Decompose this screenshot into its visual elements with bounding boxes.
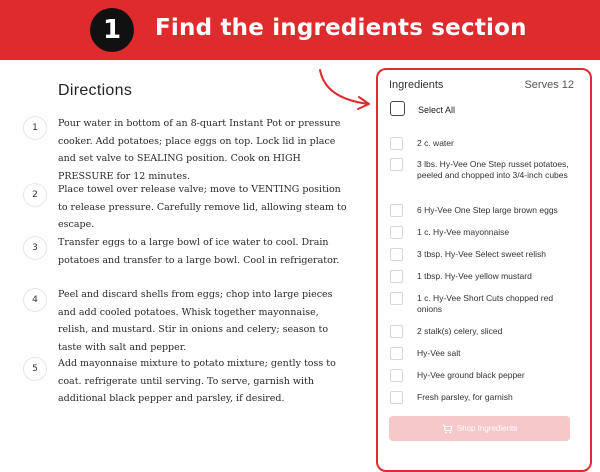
ingredient-label: 3 tbsp. Hy-Vee Select sweet relish xyxy=(417,249,546,259)
ingredient-checkbox[interactable] xyxy=(390,204,403,217)
ingredient-label: 6 Hy-Vee One Step large brown eggs xyxy=(417,205,558,215)
ingredients-title: Ingredients xyxy=(389,79,444,91)
ingredient-checkbox[interactable] xyxy=(390,158,403,171)
ingredient-label: 3 lbs. Hy-Vee One Step russet potatoes, peeled and chopped into 3/4-inch cubes xyxy=(417,159,569,180)
step-number: 1 xyxy=(23,116,47,140)
banner-title: Find the ingredients section xyxy=(155,15,527,41)
step-text: Transfer eggs to a large bowl of ice water to cool. Drain potatoes and transfer to a large bowl. Cool in refrigerator. xyxy=(58,237,340,266)
ingredient-checkbox[interactable] xyxy=(390,248,403,261)
ingredient-checkbox[interactable] xyxy=(390,325,403,338)
ingredient-checkbox[interactable] xyxy=(390,369,403,382)
cart-icon xyxy=(442,424,453,434)
instruction-banner xyxy=(0,0,600,60)
directions-title: Directions xyxy=(58,82,133,99)
ingredient-label: Hy-Vee ground black pepper xyxy=(417,370,525,380)
serves-count: Serves 12 xyxy=(524,79,574,91)
shop-ingredients-label: Shop Ingredients xyxy=(456,424,518,433)
ingredient-label: 1 tbsp. Hy-Vee yellow mustard xyxy=(417,271,532,281)
ingredient-label: 1 c. Hy-Vee mayonnaise xyxy=(417,227,510,237)
step-badge: 1 xyxy=(90,8,134,52)
ingredient-label: 1 c. Hy-Vee Short Cuts chopped red onions xyxy=(417,293,554,314)
step-number: 4 xyxy=(23,288,47,312)
step-text: Peel and discard shells from eggs; chop into large pieces and add cooled potatoes. Whisk together mayonnaise, relish, and mustard. Stir in onions and celery; season to taste with salt and pepper. xyxy=(58,289,333,353)
ingredient-checkbox[interactable] xyxy=(390,270,403,283)
ingredient-label: Hy-Vee salt xyxy=(417,348,461,358)
select-all-checkbox[interactable] xyxy=(390,101,405,116)
ingredient-checkbox[interactable] xyxy=(390,347,403,360)
ingredient-label: 2 stalk(s) celery, sliced xyxy=(417,326,503,336)
step-number: 5 xyxy=(23,357,47,381)
ingredient-checkbox[interactable] xyxy=(390,292,403,305)
ingredient-checkbox[interactable] xyxy=(390,137,403,150)
ingredient-checkbox[interactable] xyxy=(390,391,403,404)
step-text: Pour water in bottom of an 8-quart Instant Pot or pressure cooker. Add potatoes; place eggs on top. Lock lid in place and set valve to SEALING position. Cook on HIGH PRESSURE for 12 minutes. xyxy=(58,118,341,182)
step-text: Place towel over release valve; move to VENTING position to release pressure. Carefully remove lid, allowing steam to escape. xyxy=(58,184,347,230)
ingredient-label: 2 c. water xyxy=(417,138,454,148)
step-text: Add mayonnaise mixture to potato mixture; gently toss to coat. refrigerate until serving. To serve, garnish with additional black pepper and parsley, if desired. xyxy=(58,358,336,404)
step-number: 2 xyxy=(23,183,47,207)
step-number: 3 xyxy=(23,236,47,260)
select-all-label: Select All xyxy=(418,105,456,115)
ingredient-checkbox[interactable] xyxy=(390,226,403,239)
shop-ingredients-button[interactable] xyxy=(389,416,570,441)
ingredient-label: Fresh parsley, for garnish xyxy=(417,392,513,402)
ingredients-panel xyxy=(376,68,592,472)
curved-arrow-icon xyxy=(312,66,374,112)
